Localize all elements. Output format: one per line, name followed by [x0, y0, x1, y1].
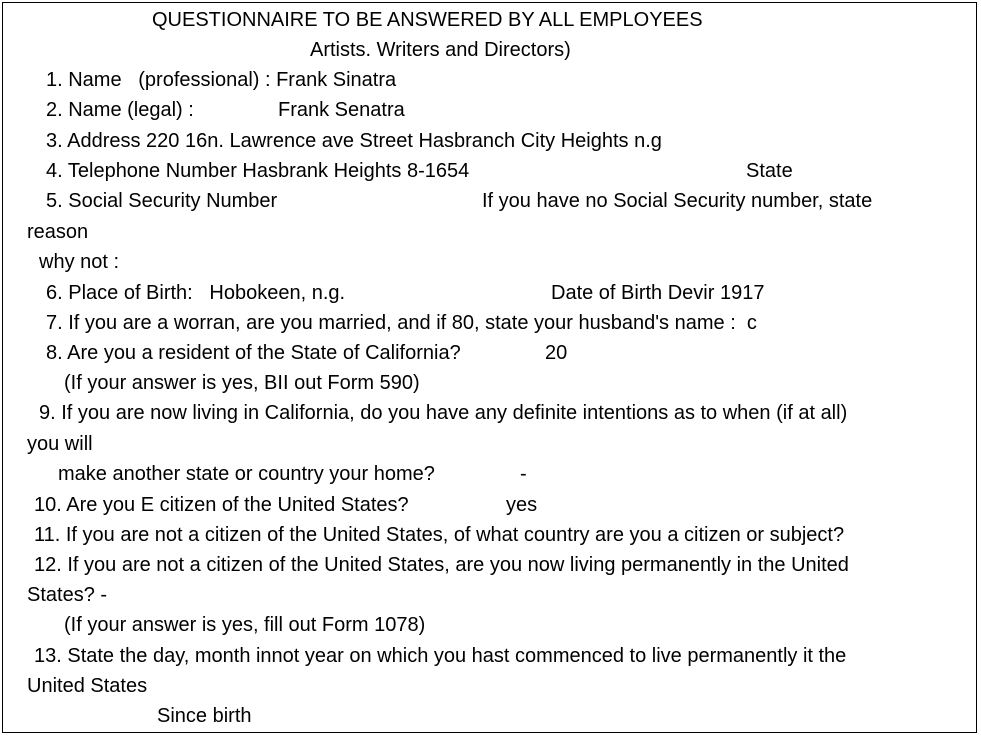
q8-resident-label: 8. Are you a resident of the State of California? — [46, 342, 461, 364]
q3-address: 3. Address 220 16n. Lawrence ave Street Hasbranch City Heights n.g — [46, 130, 662, 152]
form-subtitle: Artists. Writers and Directors) — [310, 39, 571, 61]
q5-why-not: why not : — [39, 251, 120, 273]
q12-note: (If your answer is yes, fill out Form 1078) — [64, 614, 426, 636]
q2-label: 2. Name (legal) : — [46, 99, 194, 121]
q5-ssn-label: 5. Social Security Number — [46, 190, 278, 212]
q2-legal-name-value: Frank Senatra — [278, 99, 405, 121]
q7-married: 7. If you are a worran, are you married, and if 80, state your husband's name : c — [46, 312, 757, 334]
q13-answer: Since birth — [157, 705, 252, 727]
q6-place-of-birth: 6. Place of Birth: Hobokeen, n.g. — [46, 282, 346, 304]
q4-state-label: State — [746, 160, 793, 182]
q9-answer: - — [520, 463, 527, 485]
q12-permanent: 12. If you are not a citizen of the United States, are you now living permanently in the United — [34, 554, 849, 576]
q9-intentions: 9. If you are now living in California, do you have any definite intentions as to when (if at all) — [39, 402, 848, 424]
q4-telephone: 4. Telephone Number Hasbrank Heights 8-1654 — [46, 160, 470, 182]
q13-continuation: United States — [27, 675, 148, 697]
q9-question-end: make another state or country your home? — [58, 463, 435, 485]
q10-citizen-label: 10. Are you E citizen of the United States? — [34, 494, 409, 516]
q8-resident-answer: 20 — [545, 342, 568, 364]
q8-note: (If your answer is yes, BII out Form 590) — [64, 372, 420, 394]
q5-no-ssn-text: If you have no Social Security number, state — [482, 190, 873, 212]
form-title: QUESTIONNAIRE TO BE ANSWERED BY ALL EMPLOYEES — [152, 9, 703, 31]
q9-continuation: you will — [27, 433, 93, 455]
q13-commenced: 13. State the day, month innot year on which you hast commenced to live permanently it the — [34, 645, 847, 667]
q10-citizen-answer: yes — [506, 494, 538, 516]
q12-continuation: States? - — [27, 584, 108, 606]
q11-country: 11. If you are not a citizen of the United States, of what country are you a citizen or subject? — [34, 524, 845, 546]
q5-continuation: reason — [27, 221, 89, 243]
q6-date-of-birth: Date of Birth Devir 1917 — [551, 282, 765, 304]
q1-name-professional: 1. Name (professional) : Frank Sinatra — [46, 69, 397, 91]
